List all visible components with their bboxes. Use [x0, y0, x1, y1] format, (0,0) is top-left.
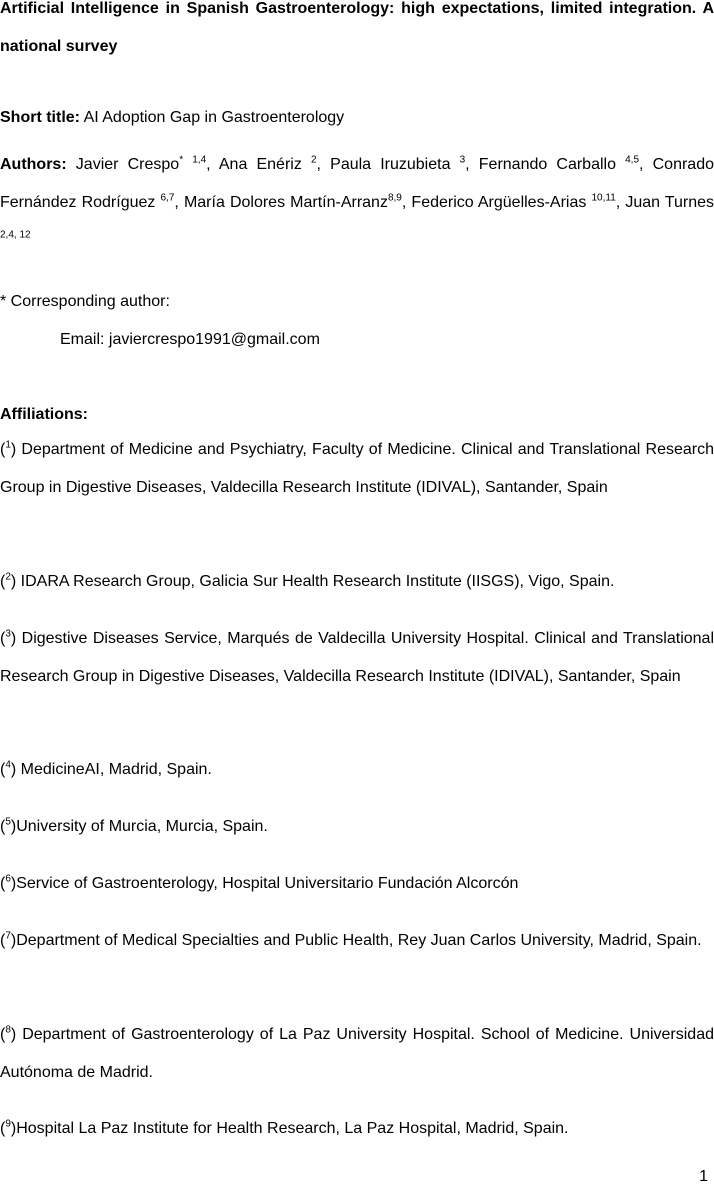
- affiliation-number: 1: [5, 439, 11, 451]
- author-affiliation-ref: 4,5: [625, 154, 640, 166]
- affiliation-text: Department of Medicine and Psychiatry, Faculty of Medicine. Clinical and Translational Research Group in Digestive Diseases, Valdecilla Research Institute (IDIVAL), Santander, Spain: [0, 441, 714, 496]
- corresponding-author-label: * Corresponding author:: [0, 293, 170, 310]
- author-name: Javier Crespo: [75, 156, 180, 173]
- author-separator: ,: [639, 156, 644, 173]
- affiliation-number: 8: [5, 1024, 11, 1036]
- author-separator: ,: [465, 156, 470, 173]
- affiliation-number: 3: [5, 628, 11, 640]
- author-affiliation-ref: 2: [310, 154, 317, 166]
- affiliation-number: 5: [5, 816, 11, 828]
- affiliation-item: ($^3$) Digestive Diseases Service, Marqués de Valdecilla University Hospital. Clinical and Translational Research Group in Digestive Diseases, Valdecilla Research Institute (IDIVAL), Santander, Spain: [0, 628, 714, 685]
- affiliation-item: ($^6$)Service of Gastroenterology, Hospital Universitario Fundación Alcorcón: [0, 873, 519, 892]
- author-name: Paula Iruzubieta: [330, 156, 451, 173]
- affiliation-text: Service of Gastroenterology, Hospital Universitario Fundación Alcorcón: [16, 875, 519, 892]
- affiliation-item: ($^1$) Department of Medicine and Psychiatry, Faculty of Medicine. Clinical and Translational Research Group in Digestive Diseases, Valdecilla Research Institute (IDIVAL), Santander, Spain: [0, 439, 714, 496]
- affiliation-text: MedicineAI, Madrid, Spain.: [20, 761, 212, 778]
- corresponding-email: Email: javiercrespo1991@gmail.com: [60, 331, 320, 348]
- affiliation-item: ($^5$)University of Murcia, Murcia, Spain.: [0, 816, 268, 835]
- author-name: Ana Enériz: [218, 156, 302, 173]
- affiliation-number: 9: [5, 1118, 11, 1130]
- affiliation-text: Digestive Diseases Service, Marqués de Valdecilla University Hospital. Clinical and Translational Research Group in Digestive Diseases, Valdecilla Research Institute (IDIVAL), Santander, Spain: [0, 630, 714, 685]
- author-name: Conrado Fernández Rodríguez: [0, 156, 714, 211]
- affiliations-heading: Affiliations:: [0, 406, 88, 423]
- affiliation-item: ($^7$)Department of Medical Specialties and Public Health, Rey Juan Carlos University, Madrid, Spain.: [0, 930, 702, 949]
- short-title: [0, 99, 714, 137]
- affiliation-number: 2: [5, 571, 11, 583]
- affiliation-item: ($^2$) IDARA Research Group, Galicia Sur Health Research Institute (IISGS), Vigo, Spain.: [0, 571, 615, 590]
- author-separator: ,: [401, 193, 407, 211]
- affiliation-number: 6: [5, 873, 11, 885]
- corresponding-mark: *: [179, 154, 184, 166]
- affiliation-text: Department of Medical Specialties and Public Health, Rey Juan Carlos University, Madrid, Spain.: [16, 932, 702, 949]
- affiliation-number: 4: [5, 759, 11, 771]
- affiliation-number: 7: [5, 930, 11, 942]
- paper-title: Artificial Intelligence in Spanish Gastroenterology: high expectations, limited integration. A national survey: [0, 0, 714, 55]
- affiliation-item: ($^4$) MedicineAI, Madrid, Spain.: [0, 759, 212, 778]
- page-number: 1: [699, 1168, 708, 1185]
- affiliation-text: University of Murcia, Murcia, Spain.: [16, 818, 268, 835]
- author-list: [0, 156, 714, 248]
- author: [479, 156, 644, 173]
- author: [184, 194, 406, 211]
- author: [219, 156, 321, 173]
- author-affiliation-ref: 3: [459, 154, 466, 166]
- author-name: Federico Argüelles-Arias: [411, 193, 587, 211]
- affiliation-item: ($^9$)Hospital La Paz Institute for Health Research, La Paz Hospital, Madrid, Spain.: [0, 1118, 569, 1137]
- author-name: María Dolores Martín-Arranz: [183, 193, 388, 211]
- short-title-value: AI Adoption Gap in Gastroenterology: [83, 109, 345, 126]
- authors-line: [0, 146, 714, 259]
- author-affiliation-ref: 6,7: [160, 192, 175, 204]
- author: [76, 156, 211, 173]
- author-name: Fernando Carballo: [478, 156, 616, 173]
- author: [411, 194, 620, 211]
- affiliation-text: IDARA Research Group, Galicia Sur Health Research Institute (IISGS), Vigo, Spain.: [20, 573, 615, 590]
- affiliation-item: ($^8$) Department of Gastroenterology of La Paz University Hospital. School of Medicine. Universidad Autónoma de Madrid.: [0, 1024, 714, 1081]
- author-affiliation-ref: 8,9: [387, 192, 402, 204]
- author-separator: ,: [316, 156, 321, 173]
- affiliation-text: Hospital La Paz Institute for Health Research, La Paz Hospital, Madrid, Spain.: [16, 1120, 569, 1137]
- author-separator: ,: [615, 193, 621, 211]
- author-affiliation-ref: 2,4, 12: [0, 229, 31, 241]
- author-separator: ,: [174, 193, 179, 211]
- author-affiliation-ref: 10,11: [591, 192, 616, 204]
- author: [330, 156, 469, 173]
- author-separator: ,: [206, 156, 211, 173]
- authors-label: Authors:: [0, 156, 67, 173]
- author-name: Juan Turnes: [625, 193, 714, 211]
- affiliation-text: Department of Gastroenterology of La Paz University Hospital. School of Medicine. Universidad Autónoma de Madrid.: [0, 1026, 714, 1081]
- author-affiliation-ref: 1,4: [192, 154, 207, 166]
- short-title-label: Short title:: [0, 109, 80, 126]
